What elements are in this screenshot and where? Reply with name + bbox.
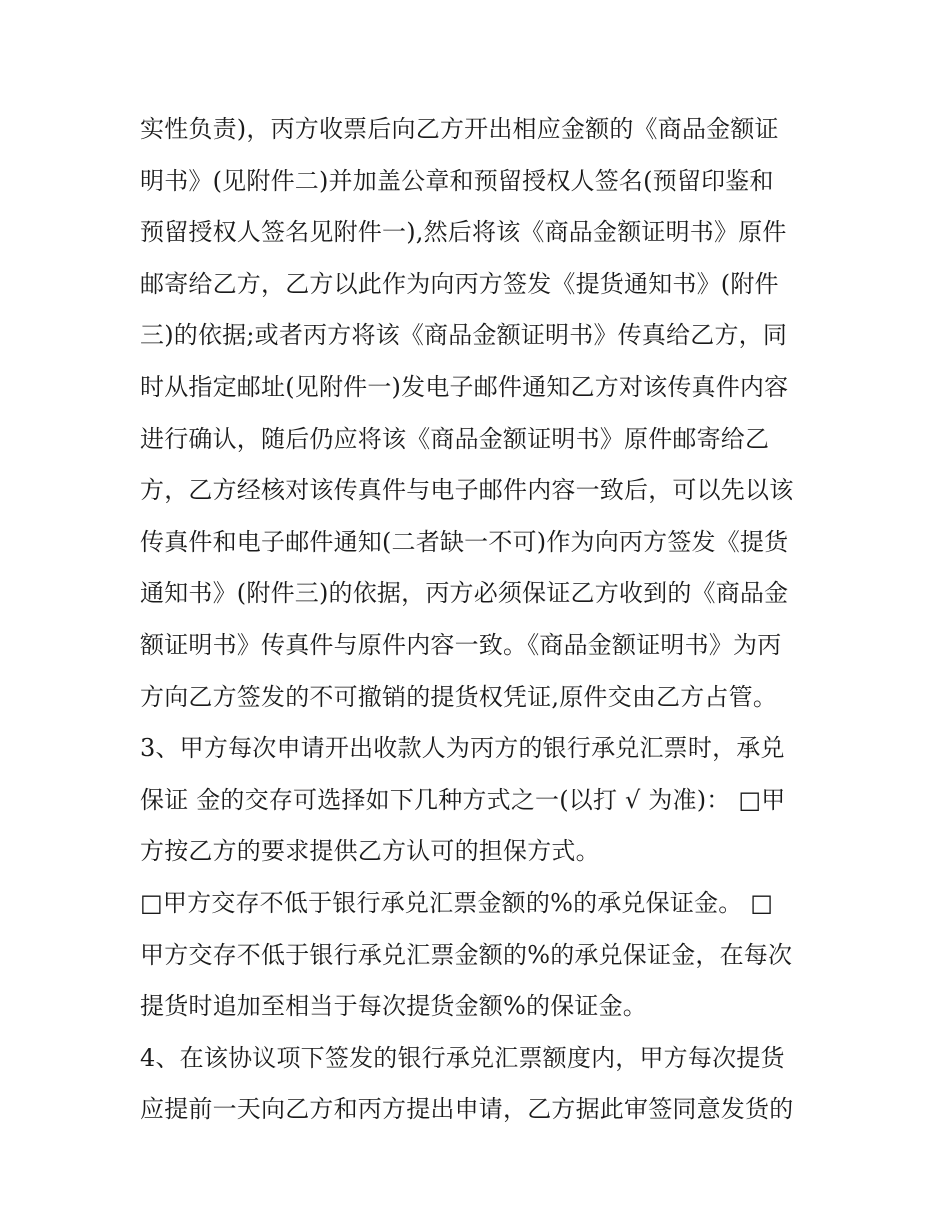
text-line: 保证 金的交存可选择如下几种方式之一(以打 √ 为准)： □甲 <box>140 785 786 814</box>
clause-4-line: 4、在该协议项下签发的银行承兑汇票额度内，甲方每次提货 <box>140 1043 785 1072</box>
text-line: 三)的依据;或者丙方将该《商品金额证明书》传真给乙方，同 <box>140 321 788 350</box>
text-line: 应提前一天向乙方和丙方提出申请，乙方据此审签同意发货的 <box>140 1095 794 1124</box>
text-line: 提货时追加至相当于每次提货金额%的保证金。 <box>140 992 648 1021</box>
checkbox-option-line: □甲方交存不低于银行承兑汇票金额的%的承兑保证金。 □ <box>140 888 774 917</box>
text-line: 通知书》(附件三)的依据，丙方必须保证乙方收到的《商品金 <box>140 579 789 608</box>
text-line: 方按乙方的要求提供乙方认可的担保方式。 <box>140 837 600 866</box>
text-line: 实性负责)，丙方收票后向乙方开出相应金额的《商品金额证 <box>140 115 779 143</box>
text-line: 进行确认，随后仍应将该《商品金额证明书》原件邮寄给乙 <box>140 424 770 453</box>
text-line: 预留授权人签名见附件一),然后将该《商品金额证明书》原件 <box>140 218 787 247</box>
document-body <box>140 104 820 1136</box>
text-line: 方向乙方签发的不可撤销的提货权凭证,原件交由乙方占管。 <box>140 682 778 711</box>
text-line: 邮寄给乙方，乙方以此作为向丙方签发《提货通知书》(附件 <box>140 269 779 298</box>
text-line: 时从指定邮址(见附件一)发电子邮件通知乙方对该传真件内容 <box>140 372 789 401</box>
text-line: 甲方交存不低于银行承兑汇票金额的%的承兑保证金，在每次 <box>140 940 793 969</box>
text-line: 额证明书》传真件与原件内容一致。《商品金额证明书》为丙 <box>140 630 782 659</box>
clause-3-line: 3、甲方每次申请开出收款人为丙方的银行承兑汇票时，承兑 <box>140 734 785 763</box>
text-line: 方，乙方经核对该传真件与电子邮件内容一致后，可以先以该 <box>140 476 794 505</box>
text-line: 明书》(见附件二)并加盖公章和预留授权人签名(预留印鉴和 <box>140 166 774 195</box>
text-line: 传真件和电子邮件通知(二者缺一不可)作为向丙方签发《提货 <box>140 527 789 556</box>
